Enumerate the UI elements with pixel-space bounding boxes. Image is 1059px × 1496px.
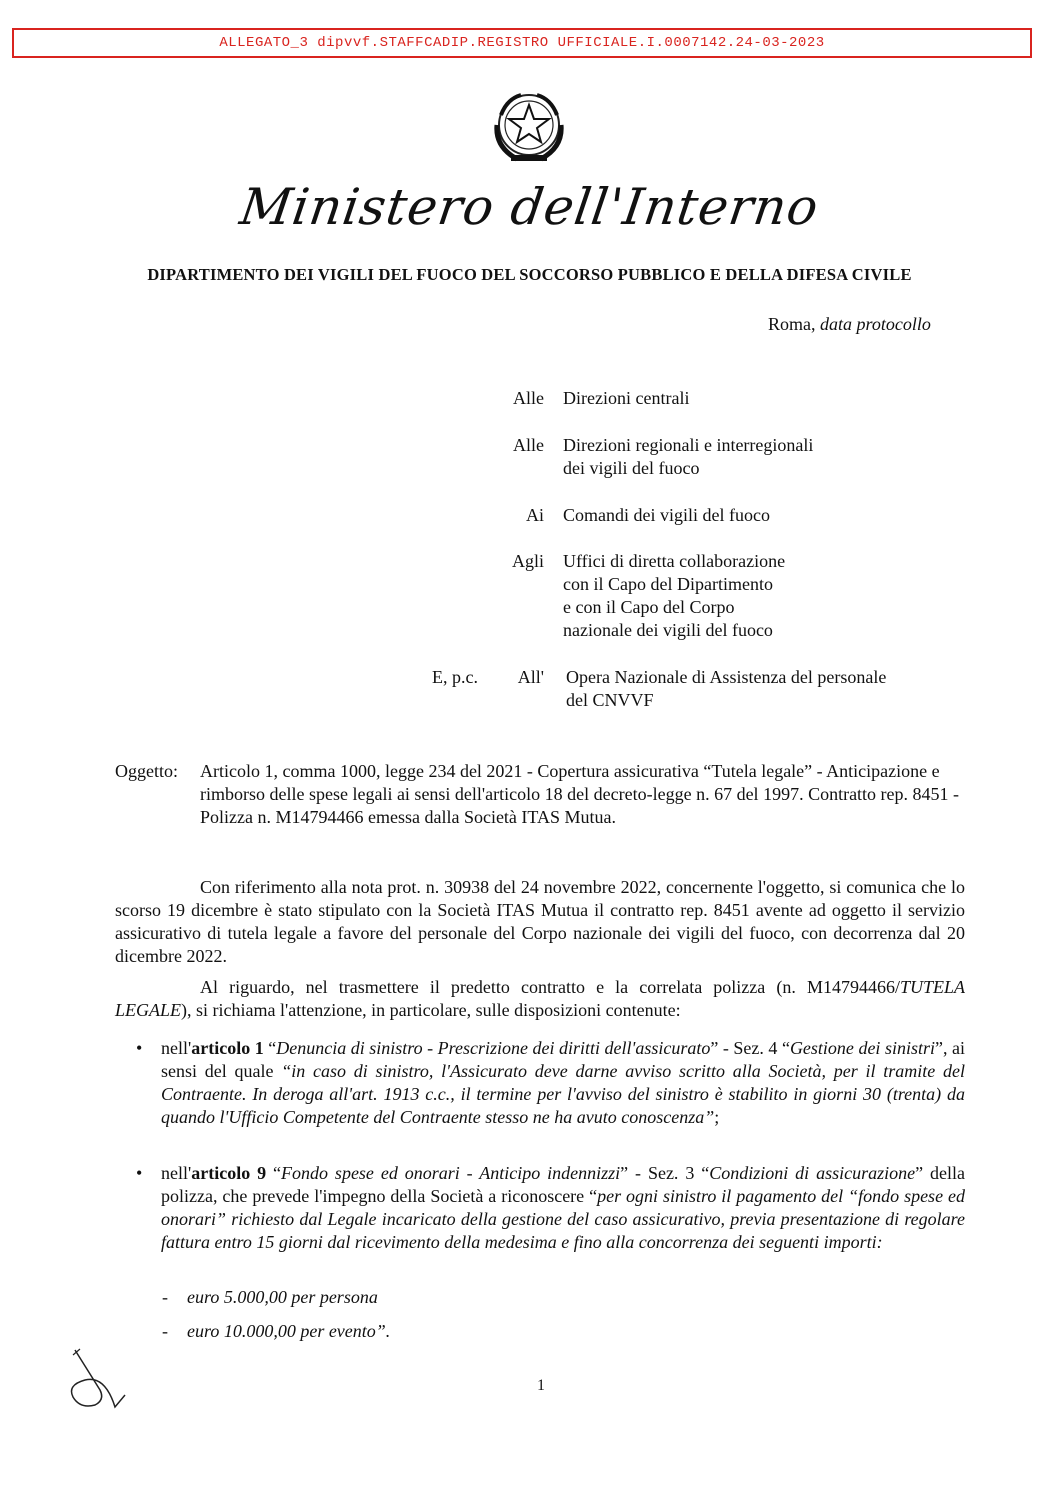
paragraph-2: Al riguardo, nel trasmettere il predetto contratto e la correlata polizza (n. M14794466/TUTELA LEGALE), si richiama l'attenzione, in particolare, sulle disposizioni contenute:	[115, 977, 965, 1020]
recipient-prefix: All'	[517, 667, 544, 687]
recipient-prefix: Alle	[513, 435, 544, 455]
cc-note: E, p.c.	[432, 667, 478, 687]
department-name: DIPARTIMENTO DEI VIGILI DEL FUOCO DEL SOCCORSO PUBBLICO E DELLA DIFESA CIVILE	[147, 265, 912, 284]
recipient-prefix: Ai	[526, 505, 544, 525]
paragraph-1: Con riferimento alla nota prot. n. 30938 del 24 novembre 2022, concernente l'oggetto, si comunica che lo scorso 19 dicembre è stato stipulato con la Società ITAS Mutua il contratto rep. 8451 avente ad oggetto il servizio assicurativo di tutela legale a favore del personale del Corpo nazionale dei vigili del fuoco, con decorrenza dal 20 dicembre 2022.	[115, 877, 965, 966]
recipient-prefix: Alle	[513, 388, 544, 408]
city: Roma,	[768, 314, 816, 334]
bullet-icon: •	[136, 1163, 143, 1183]
dateline	[768, 314, 931, 335]
list-item	[138, 1037, 965, 1129]
handwritten-initials-icon	[55, 1345, 135, 1415]
protocol-stamp: ALLEGATO_3 dipvvf.STAFFCADIP.REGISTRO UFFICIALE.I.0007142.24-03-2023	[12, 28, 1032, 58]
recipient-name: Direzioni centrali	[563, 388, 690, 408]
subject-label: Oggetto:	[115, 761, 178, 781]
recipient-name: Opera Nazionale di Assistenza del personale del CNVVF	[566, 667, 887, 710]
italian-republic-emblem-icon	[487, 85, 571, 169]
subject-text: Articolo 1, comma 1000, legge 234 del 2021 - Copertura assicurativa “Tutela legale” - Anticipazione e rimborso delle spese legali ai sensi dell'articolo 18 del decreto-legge n. 67 del 1997. Contratto rep. 8451 - Polizza n. M14794466 emessa dalla Società ITAS Mutua.	[200, 761, 960, 827]
recipient-name: Direzioni regionali e interregionali dei vigili del fuoco	[563, 435, 814, 478]
dash-item: - euro 5.000,00 per persona	[162, 1287, 378, 1307]
recipient-name: Comandi dei vigili del fuoco	[563, 505, 770, 525]
list-item-text: nell'articolo 9 “Fondo spese ed onorari - Anticipo indennizzi” - Sez. 3 “Condizioni di assicurazione” della polizza, che prevede l'impegno della Società a riconoscere “per ogni sinistro il pagamento del “fondo spese ed onorari” richiesto dal Legale incaricato della gestione del caso assicurativo, previa presentazione di regolare fattura entro 15 giorni dal ricevimento della medesima e fino alla concorrenza dei seguenti importi:	[161, 1163, 965, 1252]
ministry-title: Ministero dell'Interno	[236, 178, 823, 236]
page-number: 1	[537, 1377, 545, 1394]
list-item-text: nell'articolo 1 “Denuncia di sinistro - Prescrizione dei diritti dell'assicurato” - Sez. 4 “Gestione dei sinistri”, ai sensi del quale “in caso di sinistro, l'Assicurato deve darne avviso scritto alla Società, per il tramite del Contraente. In deroga all'art. 1913 c.c., il termine per l'avviso del sinistro è stabilito in giorni 30 (trenta) da quando l'Ufficio Competente del Contraente stesso ne ha avuto conoscenza”;	[161, 1038, 965, 1127]
recipient-name: Uffici di diretta collaborazione con il Capo del Dipartimento e con il Capo del Corpo nazionale dei vigili del fuoco	[563, 551, 786, 640]
recipient-prefix: Agli	[511, 551, 544, 571]
date: data protocollo	[820, 314, 931, 334]
list-item	[138, 1162, 965, 1254]
bullet-icon: •	[136, 1038, 143, 1058]
dash-item: - euro 10.000,00 per evento”.	[162, 1321, 391, 1341]
